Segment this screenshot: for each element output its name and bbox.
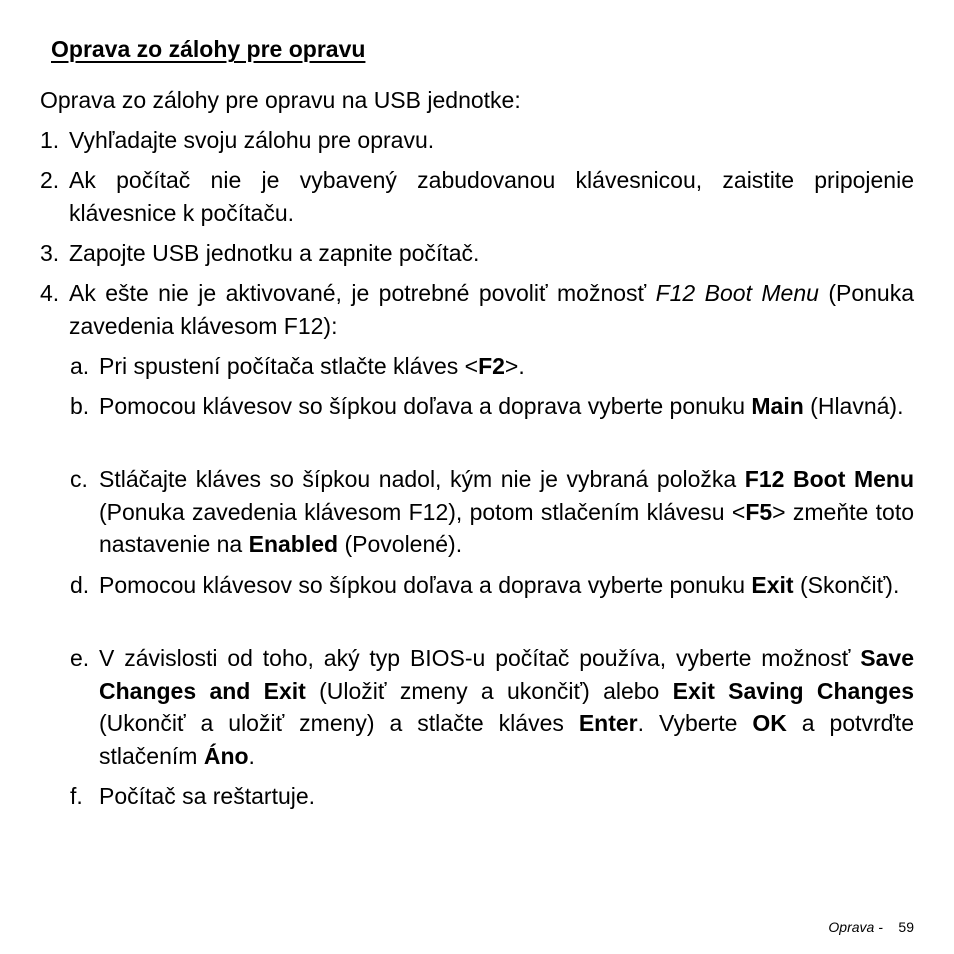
section-heading: Oprava zo zálohy pre opravu [51, 36, 366, 62]
option-save-changes-and-exit: Save Changes and Exit [99, 645, 915, 704]
list-text: Vyhľadajte svoju zálohu pre opravu. [69, 127, 435, 153]
list-text: (Ukončiť a uložiť zmeny) a stlačte kláves [99, 710, 564, 736]
list-letter: f. [70, 783, 83, 809]
menu-exit: Exit [751, 572, 794, 598]
page-footer [828, 917, 914, 937]
list-letter: e. [70, 645, 90, 671]
list-letter: b. [70, 393, 90, 419]
list-item [40, 124, 914, 157]
list-text: > zmeňte toto nastavenie na [99, 498, 914, 557]
sub-list-item [70, 463, 915, 561]
list-text: V závislosti od toho, aký typ BIOS-u počítač používa, vyberte možnosť [99, 645, 851, 671]
sub-list-item [70, 642, 915, 772]
list-number: 3. [40, 240, 60, 266]
list-text: Pomocou klávesov so šípkou doľava a doprava vyberte ponuku [99, 572, 745, 598]
page-number: 59 [898, 919, 914, 935]
list-text: Ak počítač nie je vybavený zabudovanou klávesnicou, zaistite pripojenie klávesnice k počítaču. [69, 167, 914, 226]
footer-section: Oprava - [828, 919, 883, 935]
list-item [40, 164, 914, 229]
list-text-end: (Hlavná). [810, 393, 904, 419]
option-exit-saving-changes: Exit Saving Changes [672, 677, 915, 704]
key-f2: F2 [478, 353, 505, 379]
list-text: Zapojte USB jednotku a zapnite počítač. [69, 240, 480, 266]
list-text: Pri spustení počítača stlačte kláves < [99, 353, 479, 379]
f12-boot-menu-term: F12 Boot Menu [655, 280, 819, 306]
list-text: Ak ešte nie je aktivované, je potrebné povoliť možnosť [69, 280, 647, 306]
list-number: 2. [40, 167, 60, 193]
sub-list-item [70, 350, 914, 383]
list-text-cont: (Ponuka zavedenia klávesom F12): [69, 280, 914, 339]
list-text: Pomocou klávesov so šípkou doľava a doprava vyberte ponuku [99, 393, 745, 419]
list-number: 1. [40, 127, 60, 153]
sub-list-item [70, 390, 914, 423]
intro-text: Oprava zo zálohy pre opravu na USB jednotke: [40, 87, 521, 113]
list-text: (Ponuka zavedenia klávesom F12), potom stlačením klávesu < [99, 498, 746, 525]
value-enabled: Enabled [248, 531, 339, 557]
list-text-end: . [248, 742, 255, 769]
list-text-end: (Skončiť). [799, 572, 900, 598]
sub-list-item [70, 569, 914, 602]
list-letter: a. [70, 353, 90, 379]
list-letter: c. [70, 466, 88, 492]
option-ok: OK [752, 710, 787, 736]
list-text: . Vyberte [637, 710, 738, 736]
list-letter: d. [70, 572, 90, 598]
key-enter: Enter [578, 710, 638, 736]
sub-list-item [70, 780, 914, 813]
intro-paragraph [40, 84, 914, 117]
menu-main: Main [751, 393, 804, 419]
list-item [40, 237, 914, 270]
list-text-end: (Povolené). [344, 531, 463, 557]
list-text: a potvrďte stlačením [99, 710, 914, 769]
list-text-end: >. [504, 353, 525, 379]
list-text: Počítač sa reštartuje. [99, 783, 316, 809]
list-number: 4. [40, 280, 60, 306]
option-ano: Áno [203, 742, 249, 769]
option-f12-boot-menu: F12 Boot Menu [744, 466, 915, 492]
list-text: (Uložiť zmeny a ukončiť) alebo [319, 677, 660, 704]
key-f5: F5 [745, 498, 773, 525]
list-text: Stláčajte kláves so šípkou nadol, kým nie je vybraná položka [99, 466, 737, 492]
list-item [40, 277, 914, 342]
